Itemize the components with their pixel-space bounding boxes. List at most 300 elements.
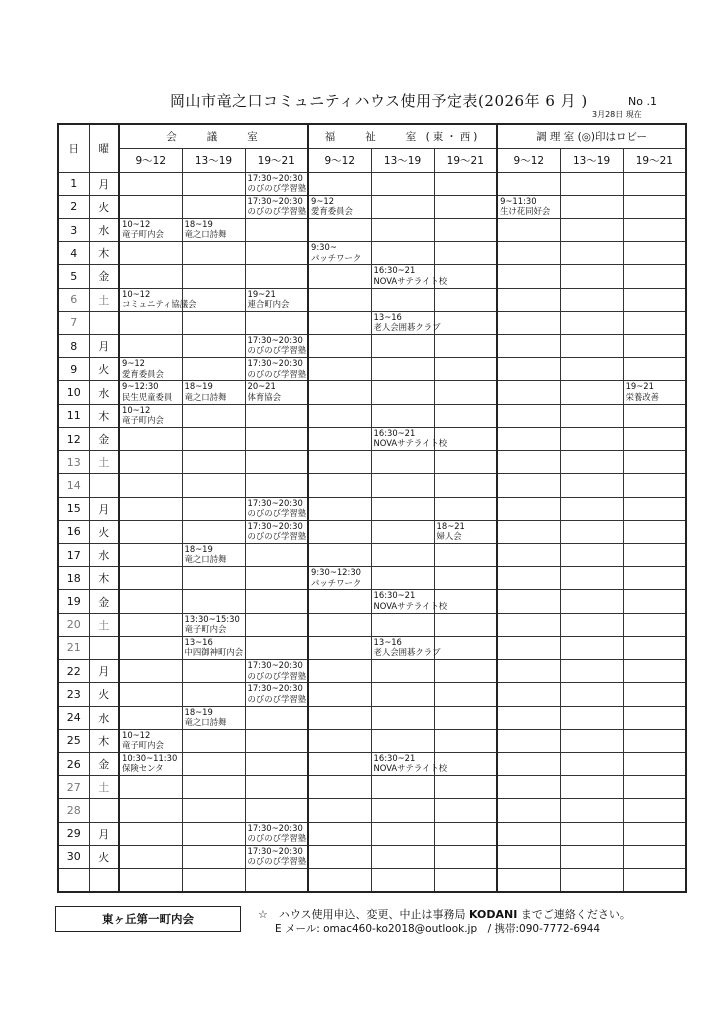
schedule-cell [497,172,560,195]
table-row [58,427,686,450]
schedule-cell [623,451,686,474]
schedule-cell [434,544,497,567]
schedule-cell [560,706,623,729]
schedule-cell [371,451,434,474]
event-entry: 9:30~ パッチワーク [311,242,362,263]
schedule-cell [560,497,623,520]
schedule-cell [497,869,560,892]
schedule-cell [308,451,371,474]
event-entry: 13~16 中四御神町内会 [184,636,244,658]
schedule-cell [497,822,560,845]
day-cell: 14 [58,474,89,497]
schedule-cell [560,660,623,683]
schedule-cell [497,845,560,868]
schedule-cell [182,636,245,659]
schedule-cell [308,729,371,752]
schedule-cell [623,822,686,845]
notice-prefix: ☆ ハウス使用申込、変更、中止は事務局 [258,908,466,921]
schedule-cell [182,683,245,706]
schedule-cell [182,520,245,543]
schedule-cell [182,567,245,590]
schedule-cell [245,520,308,543]
schedule-cell [371,567,434,590]
schedule-cell [182,776,245,799]
schedule-cell [308,544,371,567]
event-entry: 9~11:30 生け花同好会 [500,195,551,217]
schedule-cell [182,381,245,404]
slot-header: 13～19 [560,148,623,172]
schedule-cell [623,729,686,752]
day-cell: 18 [58,567,89,590]
schedule-cell [245,752,308,775]
schedule-cell [308,520,371,543]
weekday-cell: 火 [89,845,119,868]
table-row [58,497,686,520]
schedule-cell [245,195,308,218]
schedule-cell [623,799,686,822]
schedule-cell [434,195,497,218]
day-cell: 22 [58,660,89,683]
weekday-cell: 月 [89,822,119,845]
schedule-cell [308,311,371,334]
schedule-cell [119,335,182,358]
schedule-cell [371,288,434,311]
schedule-cell [434,218,497,241]
schedule-cell [623,404,686,427]
schedule-cell [497,195,560,218]
table-row [58,335,686,358]
weekday-cell: 土 [89,613,119,636]
schedule-cell [308,613,371,636]
schedule-cell [371,311,441,334]
schedule-cell [119,381,182,404]
schedule-cell [371,265,448,288]
table-row [58,265,686,288]
schedule-cell [497,404,560,427]
schedule-cell [623,520,686,543]
schedule-cell [308,265,371,288]
schedule-cell [434,660,497,683]
table-row [58,520,686,543]
schedule-cell [245,335,308,358]
document-number: No .1 [628,95,657,108]
weekday-cell: 水 [89,706,119,729]
schedule-cell [245,451,308,474]
schedule-cell [623,474,686,497]
day-cell: 16 [58,520,89,543]
schedule-cell [371,474,434,497]
schedule-cell [623,660,686,683]
schedule-cell [245,822,308,845]
schedule-cell [182,706,245,729]
schedule-cell [119,544,182,567]
schedule-cell [245,660,308,683]
schedule-cell [119,265,182,288]
weekday-cell: 火 [89,358,119,381]
event-entry: 16:30~21 NOVAサテライト校 [373,590,448,611]
table-row [58,845,686,868]
schedule-cell [623,752,686,775]
weekday-cell: 木 [89,729,119,752]
schedule-cell [623,613,686,636]
schedule-cell [371,613,434,636]
slot-header: 13～19 [182,148,245,172]
contact-notice [258,906,631,922]
schedule-cell [434,636,497,659]
slot-header: 19～21 [623,148,686,172]
day-cell [58,869,89,892]
schedule-cell [182,613,245,636]
schedule-cell [497,311,560,334]
schedule-cell [182,265,245,288]
schedule-cell [119,845,182,868]
schedule-cell [560,636,623,659]
event-entry: 16:30~21 NOVAサテライト校 [373,752,448,774]
meeting-room-header: 会 議 室 [119,124,308,148]
schedule-cell [371,195,434,218]
event-entry: 19~21 連合町内会 [247,288,290,309]
schedule-cell [182,358,245,381]
schedule-cell [182,590,245,613]
schedule-cell [497,288,560,311]
schedule-cell [182,799,245,822]
schedule-cell [560,845,623,868]
table-row [58,172,686,195]
day-cell: 2 [58,195,89,218]
event-entry: 17:30~20:30 のびのび学習塾 [247,520,307,542]
schedule-cell [371,799,434,822]
schedule-cell [119,660,182,683]
schedule-cell [119,613,182,636]
weekday-cell: 金 [89,427,119,450]
day-cell: 28 [58,799,89,822]
schedule-cell [434,520,497,543]
schedule-cell [623,776,686,799]
event-entry: 17:30~20:30 のびのび学習塾 [247,335,307,356]
schedule-cell [623,590,686,613]
event-entry: 18~19 竜之口詩舞 [184,381,227,402]
schedule-table [57,123,687,893]
schedule-cell [119,752,182,775]
schedule-cell [308,799,371,822]
schedule-cell [245,590,308,613]
schedule-cell [434,706,497,729]
schedule-cell [182,822,245,845]
schedule-cell [245,242,308,265]
schedule-cell [371,427,448,450]
weekday-cell [89,869,119,892]
day-cell: 30 [58,845,89,868]
schedule-cell [371,683,434,706]
schedule-cell [182,242,245,265]
schedule-cell [119,311,182,334]
schedule-cell [434,358,497,381]
schedule-cell [497,544,560,567]
table-row [58,590,686,613]
table-row [58,311,686,334]
schedule-cell [308,358,371,381]
schedule-cell [497,497,560,520]
table-row [58,195,686,218]
table-row [58,683,686,706]
schedule-cell [371,404,434,427]
schedule-cell [560,822,623,845]
table-row [58,474,686,497]
weekday-cell [89,311,119,334]
table-row [58,799,686,822]
table-row [58,544,686,567]
schedule-cell [497,799,560,822]
schedule-cell [245,869,308,892]
event-entry: 17:30~20:30 のびのび学習塾 [247,172,307,193]
schedule-cell [623,497,686,520]
schedule-cell [497,427,560,450]
schedule-cell [182,218,245,241]
schedule-cell [182,544,245,567]
schedule-cell [371,218,434,241]
schedule-cell [497,474,560,497]
schedule-cell [308,869,371,892]
table-row [58,404,686,427]
day-cell: 17 [58,544,89,567]
weekday-cell [89,474,119,497]
table-row [58,752,686,775]
schedule-cell [245,358,308,381]
schedule-cell [371,172,434,195]
schedule-cell [245,636,308,659]
schedule-cell [308,335,371,358]
schedule-cell [119,172,182,195]
schedule-cell [371,544,434,567]
schedule-cell [560,776,623,799]
schedule-cell [245,845,308,868]
schedule-cell [182,427,245,450]
schedule-cell [119,567,182,590]
weekday-cell: 火 [89,520,119,543]
schedule-cell [560,427,623,450]
weekday-cell: 月 [89,172,119,195]
schedule-cell [434,335,497,358]
schedule-cell [371,381,434,404]
schedule-cell [119,822,182,845]
schedule-cell [560,381,623,404]
schedule-cell [308,822,371,845]
schedule-cell [308,404,371,427]
schedule-cell [119,358,182,381]
schedule-cell [119,729,182,752]
schedule-cell [308,218,371,241]
schedule-cell [371,776,434,799]
day-cell: 20 [58,613,89,636]
schedule-cell [497,613,560,636]
schedule-cell [560,544,623,567]
schedule-cell [371,358,434,381]
schedule-cell [182,729,245,752]
schedule-cell [182,311,245,334]
day-cell: 12 [58,427,89,450]
schedule-cell [119,474,182,497]
schedule-cell [245,218,308,241]
schedule-cell [497,520,560,543]
schedule-cell [560,474,623,497]
schedule-cell [560,567,623,590]
schedule-cell [182,845,245,868]
schedule-cell [434,845,497,868]
schedule-cell [434,242,497,265]
event-entry: 9~12 愛育委員会 [122,358,164,379]
schedule-cell [623,567,686,590]
schedule-cell [119,590,182,613]
slot-header: 9～12 [119,148,182,172]
schedule-cell [371,660,434,683]
schedule-cell [308,195,371,218]
event-entry: 10:30~11:30 保険センタ [122,752,178,774]
schedule-cell [623,427,686,450]
weekday-cell: 金 [89,265,119,288]
table-row [58,451,686,474]
table-row [58,729,686,752]
schedule-cell [371,752,448,775]
schedule-cell [119,869,182,892]
slot-header: 9～12 [308,148,371,172]
day-cell: 10 [58,381,89,404]
schedule-cell [119,520,182,543]
schedule-cell [497,358,560,381]
event-entry: 18~21 婦人会 [436,520,465,542]
schedule-cell [371,242,434,265]
schedule-cell [623,242,686,265]
event-entry: 9:30~12:30 パッチワーク [311,567,362,588]
schedule-cell [245,381,308,404]
weekday-cell: 月 [89,335,119,358]
schedule-cell [245,729,308,752]
schedule-cell [371,869,434,892]
day-cell: 27 [58,776,89,799]
schedule-cell [182,497,245,520]
schedule-cell [623,381,686,404]
weekday-cell [89,636,119,659]
schedule-cell [497,451,560,474]
schedule-cell [308,381,371,404]
day-cell: 9 [58,358,89,381]
schedule-cell [497,776,560,799]
schedule-cell [245,683,308,706]
schedule-cell [119,497,182,520]
schedule-cell [497,381,560,404]
event-entry: 18~19 竜之口詩舞 [184,218,227,240]
event-entry: 17:30~20:30 のびのび学習塾 [247,660,307,681]
schedule-cell [182,869,245,892]
schedule-cell [182,451,245,474]
schedule-cell [182,172,245,195]
slot-header: 9～12 [497,148,560,172]
schedule-cell [434,172,497,195]
schedule-cell [623,358,686,381]
schedule-cell [623,683,686,706]
schedule-cell [308,172,371,195]
schedule-cell [623,311,686,334]
schedule-cell [560,172,623,195]
table-row [58,358,686,381]
page-title: 岡山市竜之口コミュニティハウス使用予定表(2026年 6 月 ) [170,92,588,110]
day-cell: 13 [58,451,89,474]
schedule-cell [308,636,371,659]
schedule-cell [182,195,245,218]
schedule-cell [497,706,560,729]
weekday-cell: 水 [89,381,119,404]
schedule-cell [497,265,560,288]
schedule-cell [371,845,434,868]
weekday-cell: 金 [89,590,119,613]
schedule-cell [308,427,371,450]
schedule-cell [119,776,182,799]
schedule-cell [434,404,497,427]
schedule-cell [182,404,245,427]
event-entry: 17:30~20:30 のびのび学習塾 [247,195,307,217]
event-entry: 20~21 体育協会 [247,381,281,402]
weekday-cell: 土 [89,288,119,311]
schedule-cell [245,776,308,799]
schedule-cell [434,311,497,334]
schedule-cell [434,288,497,311]
schedule-cell [119,683,182,706]
weekday-cell: 水 [89,218,119,241]
schedule-cell [560,752,623,775]
schedule-cell [245,404,308,427]
schedule-cell [245,427,308,450]
table-row [58,636,686,659]
schedule-cell [434,729,497,752]
schedule-cell [623,544,686,567]
schedule-cell [371,822,434,845]
schedule-cell [308,567,371,590]
schedule-cell [497,590,560,613]
schedule-cell [308,474,371,497]
day-cell: 21 [58,636,89,659]
contact-info: E メール: omac460-ko2018@outlook.jp / 携帯:090-7772-6944 [275,923,601,935]
schedule-cell [245,567,308,590]
event-entry: 13~16 老人会囲碁クラブ [373,636,441,658]
table-row [58,381,686,404]
schedule-cell [623,335,686,358]
table-row [58,776,686,799]
schedule-cell [560,311,623,334]
schedule-cell [308,660,371,683]
schedule-cell [245,497,308,520]
schedule-cell [119,242,182,265]
day-cell: 4 [58,242,89,265]
event-entry: 10~12 竜子町内会 [122,404,164,426]
weekday-cell: 月 [89,497,119,520]
event-entry: 10~12 竜子町内会 [122,729,164,751]
day-cell: 1 [58,172,89,195]
schedule-cell [434,613,497,636]
schedule-cell [560,590,623,613]
schedule-cell [497,636,560,659]
day-cell: 29 [58,822,89,845]
event-entry: 17:30~20:30 のびのび学習塾 [247,358,307,379]
schedule-cell [245,613,308,636]
schedule-cell [119,636,182,659]
table-row [58,288,686,311]
event-entry: 10~12 竜子町内会 [122,218,164,240]
day-cell: 11 [58,404,89,427]
day-cell: 26 [58,752,89,775]
schedule-cell [182,752,245,775]
slot-header: 19～21 [245,148,308,172]
day-cell: 25 [58,729,89,752]
schedule-cell [434,799,497,822]
